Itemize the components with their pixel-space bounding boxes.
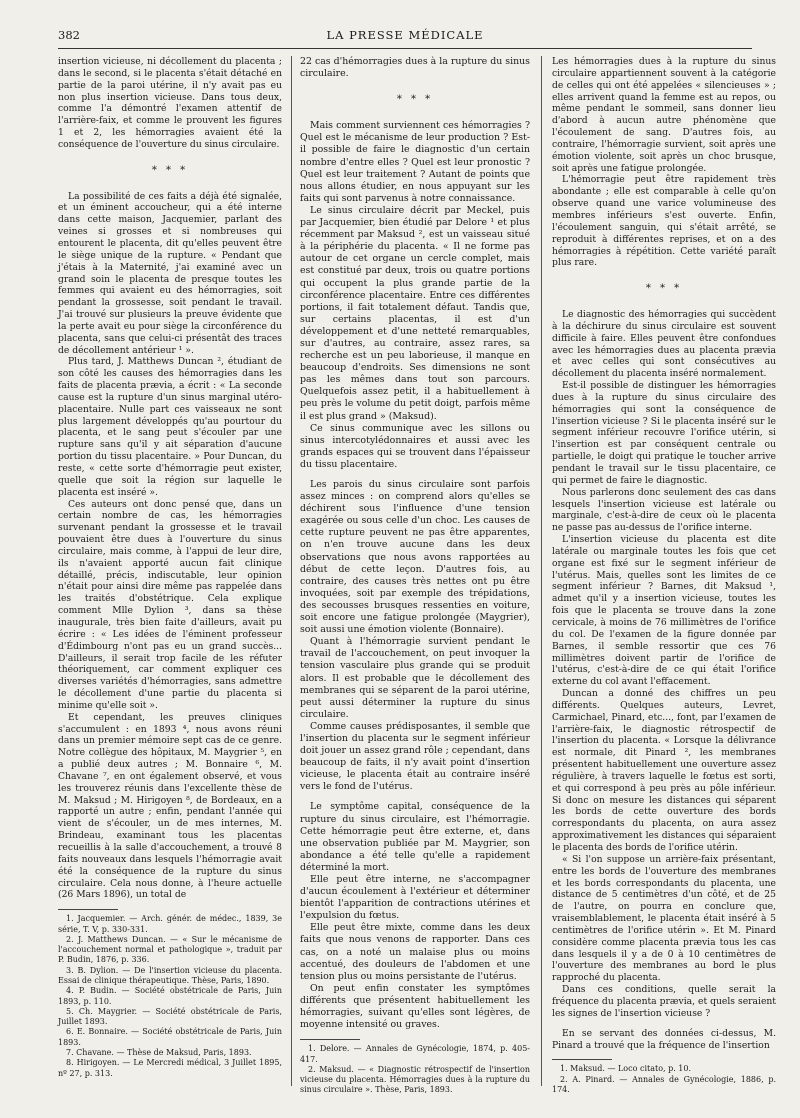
column-divider	[541, 56, 542, 1086]
footnotes	[552, 1064, 776, 1095]
page-number: 382	[58, 28, 80, 42]
footnote: 6. E. Bonnaire. — Société obstétricale de Paris, Juin 1893.	[58, 1027, 282, 1047]
section-separator: * * *	[396, 94, 434, 106]
paragraph: Nous parlerons donc seulement des cas dans lesquels l'insertion vicieuse est latérale ou marginale, c'est-à-dire de ceux où le placenta ne passe pas au-dessus de l'orifice interne.	[552, 486, 776, 534]
paragraph: Est-il possible de distinguer les hémorragies dues à la rupture du sinus circulaire des hémorragies qui sont la conséquence de l'insertion vicieuse ? Si le placenta inséré sur le segment inférieur recouvre l'orifice utérin, si l'insertion est par conséquent centrale ou partielle, le doigt qui pratique le toucher arrive pendant le travail sur le tissu placentaire, ce qui permet de faire le diagnostic.	[552, 380, 776, 486]
paragraph: Les hémorragies dues à la rupture du sinus circulaire appartiennent souvent à la catégorie de celles qui ont été appelées « silencieuses » ; elles arrivent quand la femme est au repos, ou même pendant le sommeil, sans donner lieu d'abord à aucun autre phénomène que l'écoulement de sang. D'autres fois, au contraire, l'hémorragie survient, soit après une émotion violente, soit après un choc brusque, soit après une fatigue prolongée.	[552, 56, 776, 174]
paragraph: La possibilité de ces faits a déjà été signalée, et un éminent accoucheur, qui a été interne dans cette maison, Jacquemier, parlant des veines si grosses et si nombreuses qui entourent le placenta, dit qu'elles peuvent être le siège unique de la rupture. « Pendant que j'étais à la Maternité, j'ai examiné avec un grand soin le placenta de presque toutes les femmes qui avaient eu des hémorragies, soit pendant la grossesse, soit pendant le travail. J'ai trouvé sur plusieurs la preuve évidente que la perte avait eu pour siège la circonférence du placenta, sans que celui-ci présentât des traces de décollement antérieur ¹ ».	[58, 190, 282, 356]
footnote-rule	[58, 909, 118, 910]
paragraph: L'hémorragie peut être rapidement très abondante ; elle est comparable à celle qu'on observe quand une varice volumineuse des membres inférieurs s'est ouverte. Enfin, l'écoulement sanguin, qui s'était arrêté, se reproduit à différentes reprises, et on a des hémorragies à répétition. Cette variété paraît plus rare.	[552, 174, 776, 269]
footnote: 8. Hirigoyen. — Le Mercredi médical, 3 Juillet 1895, nº 27, p. 313.	[58, 1058, 282, 1078]
paragraph: Duncan a donné des chiffres un peu différents. Quelques auteurs, Levret, Carmichael, Pinard, etc..., font, par l'examen de l'arrière-faix, le diagnostic rétrospectif de l'insertion du placenta. « Lorsque la délivrance est normale, dit Pinard ², les membranes présentent habituellement une ouverture assez régulière, à travers laquelle le fœtus est sorti, et qui correspond à peu près au pôle inférieur. Si donc on mesure les distances qui séparent les bords de cette ouverture des bords correspondants du placenta, on aura assez approximativement les distances qui séparaient le placenta des bords de l'orifice utérin.	[552, 688, 776, 853]
paragraph: Comme causes prédisposantes, il semble que l'insertion du placenta sur le segment inférieur doit jouer un assez grand rôle ; cependant, dans beaucoup de faits, il n'y avait point d'insertion vicieuse, le placenta était au contraire inséré vers le fond de l'utérus.	[300, 720, 530, 793]
footnote: 1. Jacquemier. — Arch. génér. de médec., 1839, 3e série, T. V, p. 330-331.	[58, 914, 282, 934]
footnotes	[300, 1044, 530, 1095]
section-separator: * * *	[151, 164, 189, 176]
page-header	[58, 26, 752, 49]
paragraph: Le sinus circulaire décrit par Meckel, puis par Jacquemier, bien étudié par Delore ¹ et plus récemment par Maksud ², est un vaisseau situé à la périphérie du placenta. « Il ne forme pas autour de cet organe un cercle complet, mais est constitué par deux, trois ou quatre portions qui occupent la plus grande partie de la circonférence placentaire. Entre ces différentes portions, il fait totalement défaut. Tandis que, sur certains placentas, il est d'un développement et d'une netteté remarquables, sur d'autres, au contraire, assez rares, sa recherche est un peu laborieuse, il manque en beaucoup d'endroits. Ses dimensions ne sont pas les mêmes dans tout son parcours. Quelquefois assez petit, il a habituellement à peu près le volume du petit doigt, parfois même il est plus grand » (Maksud).	[300, 204, 530, 422]
paragraph: Elle peut être mixte, comme dans les deux faits que nous venons de rapporter. Dans ces cas, on a noté un malaise plus ou moins accentué, des douleurs de l'abdomen et une tension plus ou moins persistante de l'utérus.	[300, 922, 530, 982]
footnote: 7. Chavane. — Thèse de Maksud, Paris, 1893.	[66, 1048, 252, 1058]
section-separator: * * *	[645, 283, 683, 295]
paragraph: Dans ces conditions, quelle serait la fréquence du placenta prævia, et quels seraient les signes de l'insertion vicieuse ?	[552, 984, 776, 1019]
paragraph: Elle peut être interne, ne s'accompagner d'aucun écoulement à l'extérieur et déterminer bientôt l'apparition de contractions utérines et l'expulsion du fœtus.	[300, 874, 530, 922]
paragraph: Plus tard, J. Matthews Duncan ², étudiant de son côté les causes des hémorragies dans les faits de placenta prævia, a écrit : « La seconde cause est la rupture d'un sinus marginal utéro-placentaire. Nulle part ces vaisseaux ne sont plus largement développés qu'au pourtour du placenta, et le sang peut s'écouler par une rupture sans qu'il y ait séparation d'aucune portion du tissu placentaire. » Pour Duncan, du reste, « cette sorte d'hémorragie peut exister, quelle que soit la région sur laquelle le placenta est inséré ».	[58, 356, 282, 498]
paragraph: Quant à l'hémorragie survient pendant le travail de l'accouchement, on peut invoquer la tension vasculaire plus grande qui se produit alors. Il est probable que le décollement des membranes qui se séparent de la paroi utérine, peut aussi déterminer la rupture du sinus circulaire.	[300, 636, 530, 720]
paragraph: Les parois du sinus circulaire sont parfois assez minces : on comprend alors qu'elles se déchirent sous l'influence d'une tension exagérée ou sous celle d'un choc. Les causes de cette rupture peuvent ne pas être apparentes, on n'en trouve aucune dans les deux observations que nous avons rapportées au début de cette leçon. D'autres fois, au contraire, des causes très nettes ont pu être invoquées, soit par exemple des trépidations, des secousses brusques ressenties en voiture, soit encore une fatigue prolongée (Maygrier), soit aussi une émotion violente (Bonnaire).	[300, 479, 530, 636]
column-divider	[291, 56, 292, 1086]
paragraph: Ce sinus communique avec les sillons ou sinus intercotylédonnaires et aussi avec les grands espaces qui se trouvent dans l'épaisseur du tissu placentaire.	[300, 422, 530, 470]
paragraph: Et cependant, les preuves cliniques s'accumulent : en 1893 ⁴, nous avons réuni dans un premier mémoire sept cas de ce genre. Notre collègue des hôpitaux, M. Maygrier ⁵, en a publié deux autres ; M. Bonnaire ⁶, M. Chavane ⁷, en ont également observé, et vous les trouverez réunis dans l'excellente thèse de M. Maksud ; M. Hirigoyen ⁸, de Bordeaux, en a rapporté un autre ; enfin, pendant l'année qui vient de s'écouler, un de mes internes, M. Brindeau, examinant tous les placentas recueillis à la salle d'accouchement, a trouvé 8 faits nouveaux dans lesquels l'hémorragie avait été la conséquence de la rupture du sinus circulaire. Cela nous donne, à l'heure actuelle (26 Mars 1896), un total de	[58, 711, 282, 901]
paragraph: Le diagnostic des hémorragies qui succèdent à la déchirure du sinus circulaire est souvent difficile à faire. Elles peuvent être confondues avec les hémorragies dues au placenta prævia et avec celles qui sont consécutives au décollement du placenta inséré normalement.	[552, 309, 776, 380]
footnote: 4. P. Budin. — Société obstétricale de Paris, Juin 1893, p. 110.	[58, 986, 282, 1006]
footnote: 2. A. Pinard. — Annales de Gynécologie, 1886, p. 174.	[552, 1074, 776, 1094]
paragraph: En se servant des données ci-dessus, M. Pinard a trouvé que la fréquence de l'insertion	[552, 1027, 776, 1051]
footnote: 5. Ch. Maygrier. — Société obstétricale de Paris, Juillet 1893.	[58, 1006, 282, 1027]
column-3	[552, 56, 776, 1095]
paragraph: On peut enfin constater les symptômes différents que présentent habituellement les hémorragies, suivant qu'elles sont légères, de moyenne intensité ou graves.	[300, 982, 530, 1031]
paragraph: insertion vicieuse, ni décollement du placenta ; dans le second, si le placenta s'était détaché en partie de la paroi utérine, il n'y avait pas eu non plus insertion vicieuse. Dans tous deux, comme l'a démontré l'examen attentif de l'arrière-faix, et comme le prouvent les figures 1 et 2, les hémorragies avaient été la conséquence de l'ouverture du sinus circulaire.	[58, 56, 282, 150]
paragraph: Ces auteurs ont donc pensé que, dans un certain nombre de cas, les hémorragies survenant pendant la grossesse et le travail pouvaient être dues à l'ouverture du sinus circulaire, mais comme, à l'appui de leur dire, ils n'avaient apporté aucun fait clinique détaillé, précis, indiscutable, leur opinion n'était pour ainsi dire même pas rappelée dans les traités d'obstétrique. Cela explique comment Mlle Dylion ³, dans sa thèse inaugurale, très bien faite d'ailleurs, avait pu écrire : « Les idées de l'éminent professeur d'Édimbourg n'ont pas eu un grand succès... D'ailleurs, il serait trop facile de les réfuter théoriquement, car comment expliquer ces diverses variétés d'hémorragies, sans admettre le décollement d'une partie du placenta si minime qu'elle soit ».	[58, 498, 282, 711]
paragraph: « Si l'on suppose un arrière-faix présentant, entre les bords de l'ouverture des membranes et les bords correspondants du placenta, une distance de 5 centimètres d'un côté, et de 25 de l'autre, on pourra en conclure que, vraisemblablement, le placenta était inséré à 5 centimètres de l'orifice utérin ». Et M. Pinard considère comme placenta prævia tous les cas dans lesquels il y a de 0 à 10 centimètres de l'ouverture des membranes au bord le plus rapproché du placenta.	[552, 853, 776, 984]
footnote: 1. Maksud. — Loco citato, p. 10.	[560, 1064, 692, 1074]
footnote-rule	[300, 1039, 360, 1040]
paragraph: Mais comment surviennent ces hémorragies ? Quel est le mécanisme de leur production ? Est-il possible de faire le diagnostic d'un certain nombre d'entre elles ? Quel est leur pronostic ? Quel est leur traitement ? Autant de points que nous allons étudier, en nous appuyant sur les faits qui sont parvenus à notre connaissance.	[300, 120, 530, 204]
footnote: 1. Delore. — Annales de Gynécologie, 1874, p. 405-417.	[300, 1044, 530, 1064]
journal-title: LA PRESSE MÉDICALE	[326, 28, 484, 42]
paragraph: 22 cas d'hémorragies dues à la rupture du sinus circulaire.	[300, 56, 530, 80]
footnotes	[58, 914, 282, 1079]
footnote: 2. Maksud. — « Diagnostic rétrospectif de l'insertion vicieuse du placenta. Hémorragies dues à la rupture du sinus circulaire ». Thèse, Paris, 1893.	[300, 1064, 530, 1095]
paragraph: L'insertion vicieuse du placenta est dite latérale ou marginale toutes les fois que cet organe est fixé sur le segment inférieur de l'utérus. Mais, quelles sont les limites de ce segment inférieur ? Barnes, dit Maksud ¹, admet qu'il y a insertion vicieuse, toutes les fois que le placenta se trouve dans la zone cervicale, à moins de 76 millimètres de l'orifice du col. De l'examen de la figure donnée par Barnes, il semble ressortir que ces 76 millimètres doivent partir de l'orifice de l'utérus, c'est-à-dire de ce qui était l'orifice externe du col avant l'effacement.	[552, 534, 776, 688]
paragraph: Le symptôme capital, conséquence de la rupture du sinus circulaire, est l'hémorragie. Cette hémorragie peut être externe, et, dans une observation publiée par M. Maygrier, son abondance a été telle qu'elle a rapidement déterminé la mort.	[300, 801, 530, 873]
column-1	[58, 56, 282, 1079]
footnote: 2. J. Matthews Duncan. — « Sur le mécanisme de l'accouchement normal et pathologique », traduit par P. Budin, 1876, p. 336.	[58, 934, 282, 965]
footnote-rule	[552, 1059, 612, 1060]
column-2	[300, 56, 530, 1096]
footnote: 3. B. Dylion. — De l'insertion vicieuse du placenta. Essai de clinique thérapeutique. Thèse, Paris, 1890.	[58, 965, 282, 985]
